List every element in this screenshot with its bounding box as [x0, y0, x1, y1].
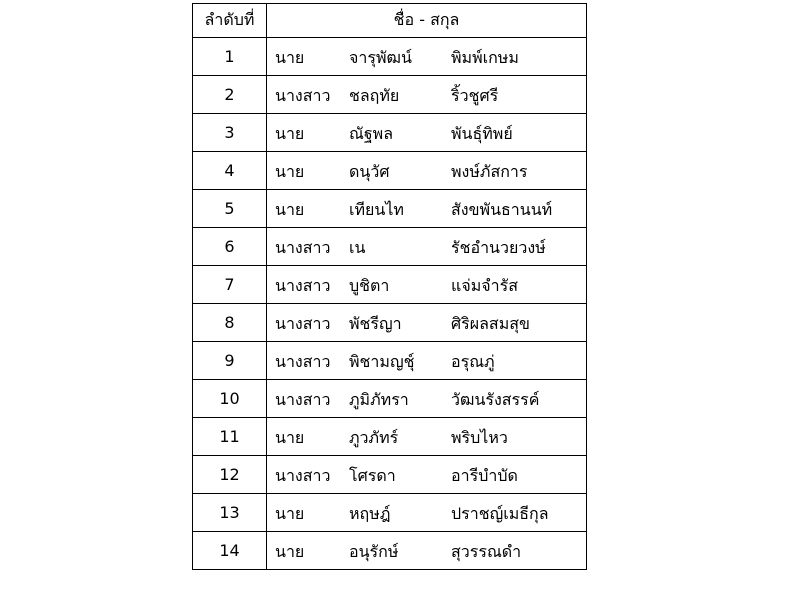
- row-full-name: [267, 456, 587, 494]
- row-number: 2: [193, 76, 267, 114]
- row-full-name: [267, 228, 587, 266]
- row-full-name: [267, 494, 587, 532]
- first-name: ชลฤทัย: [349, 86, 400, 105]
- row-full-name: [267, 38, 587, 76]
- table-row: [193, 76, 587, 114]
- name-prefix: นางสาว: [275, 314, 331, 333]
- last-name: ปราชญ์เมธีกุล: [451, 504, 549, 523]
- last-name: พันธุ์ทิพย์: [451, 124, 513, 143]
- table-row: [193, 190, 587, 228]
- last-name: ศิริผลสมสุข: [451, 314, 530, 333]
- first-name: จารุพัฒน์: [349, 48, 412, 67]
- last-name: สังขพันธานนท์: [451, 200, 553, 219]
- row-full-name: [267, 532, 587, 570]
- table-row: [193, 494, 587, 532]
- header-order-number: ลำดับที่: [193, 4, 267, 38]
- first-name: ภูวภัทร์: [349, 428, 399, 447]
- name-prefix: นางสาว: [275, 86, 331, 105]
- row-full-name: [267, 418, 587, 456]
- first-name: โศรดา: [349, 466, 396, 485]
- table-row: [193, 228, 587, 266]
- row-full-name: [267, 76, 587, 114]
- row-number: 13: [193, 494, 267, 532]
- first-name: พัชรีญา: [349, 314, 402, 333]
- row-number: 10: [193, 380, 267, 418]
- table-row: [193, 152, 587, 190]
- row-number: 1: [193, 38, 267, 76]
- table-row: [193, 114, 587, 152]
- first-name: ณัฐพล: [349, 124, 394, 143]
- last-name: พิมพ์เกษม: [451, 48, 519, 67]
- last-name: อรุณภู่: [451, 352, 495, 371]
- name-prefix: นางสาว: [275, 352, 331, 371]
- row-number: 7: [193, 266, 267, 304]
- first-name: ดนุวัศ: [349, 162, 390, 181]
- row-number: 12: [193, 456, 267, 494]
- row-number: 9: [193, 342, 267, 380]
- table-row: [193, 342, 587, 380]
- last-name: พริบไหว: [451, 428, 508, 447]
- name-prefix: นาย: [275, 124, 305, 143]
- row-number: 4: [193, 152, 267, 190]
- table-row: [193, 266, 587, 304]
- first-name: พิชามญชุ์: [349, 352, 415, 371]
- row-number: 11: [193, 418, 267, 456]
- name-prefix: นาย: [275, 428, 305, 447]
- row-full-name: [267, 342, 587, 380]
- table-header-row: [193, 4, 587, 38]
- row-number: 3: [193, 114, 267, 152]
- last-name: อารีบำบัด: [451, 466, 518, 485]
- table-row: [193, 38, 587, 76]
- name-prefix: นาย: [275, 200, 305, 219]
- row-full-name: [267, 380, 587, 418]
- first-name: บูชิตา: [349, 276, 390, 295]
- table-row: [193, 532, 587, 570]
- last-name: ริ้วชูศรี: [451, 86, 499, 105]
- name-prefix: นางสาว: [275, 466, 331, 485]
- name-prefix: นาย: [275, 504, 305, 523]
- first-name: ภูมิภัทรา: [349, 390, 409, 409]
- name-prefix: นาย: [275, 48, 305, 67]
- table-row: [193, 418, 587, 456]
- name-prefix: นาย: [275, 162, 305, 181]
- table-row: [193, 304, 587, 342]
- first-name: เน: [349, 238, 366, 257]
- name-prefix: นางสาว: [275, 238, 331, 257]
- table-body: [193, 38, 587, 570]
- last-name: สุวรรณดำ: [451, 542, 522, 561]
- row-number: 14: [193, 532, 267, 570]
- last-name: แจ่มจำรัส: [451, 276, 518, 295]
- row-full-name: [267, 152, 587, 190]
- name-prefix: นาย: [275, 542, 305, 561]
- header-full-name: ชื่อ - สกุล: [267, 4, 587, 38]
- name-roster-table: [192, 3, 587, 570]
- name-prefix: นางสาว: [275, 276, 331, 295]
- row-full-name: [267, 266, 587, 304]
- last-name: วัฒนรังสรรค์: [451, 390, 540, 409]
- last-name: รัชอำนวยวงษ์: [451, 238, 546, 257]
- row-number: 8: [193, 304, 267, 342]
- row-full-name: [267, 304, 587, 342]
- table-row: [193, 456, 587, 494]
- table-row: [193, 380, 587, 418]
- row-full-name: [267, 190, 587, 228]
- row-number: 6: [193, 228, 267, 266]
- last-name: พงษ์ภัสการ: [451, 162, 528, 181]
- first-name: อนุรักษ์: [349, 542, 399, 561]
- row-number: 5: [193, 190, 267, 228]
- name-prefix: นางสาว: [275, 390, 331, 409]
- row-full-name: [267, 114, 587, 152]
- first-name: เทียนไท: [349, 200, 404, 219]
- first-name: หฤษฎ์: [349, 504, 391, 523]
